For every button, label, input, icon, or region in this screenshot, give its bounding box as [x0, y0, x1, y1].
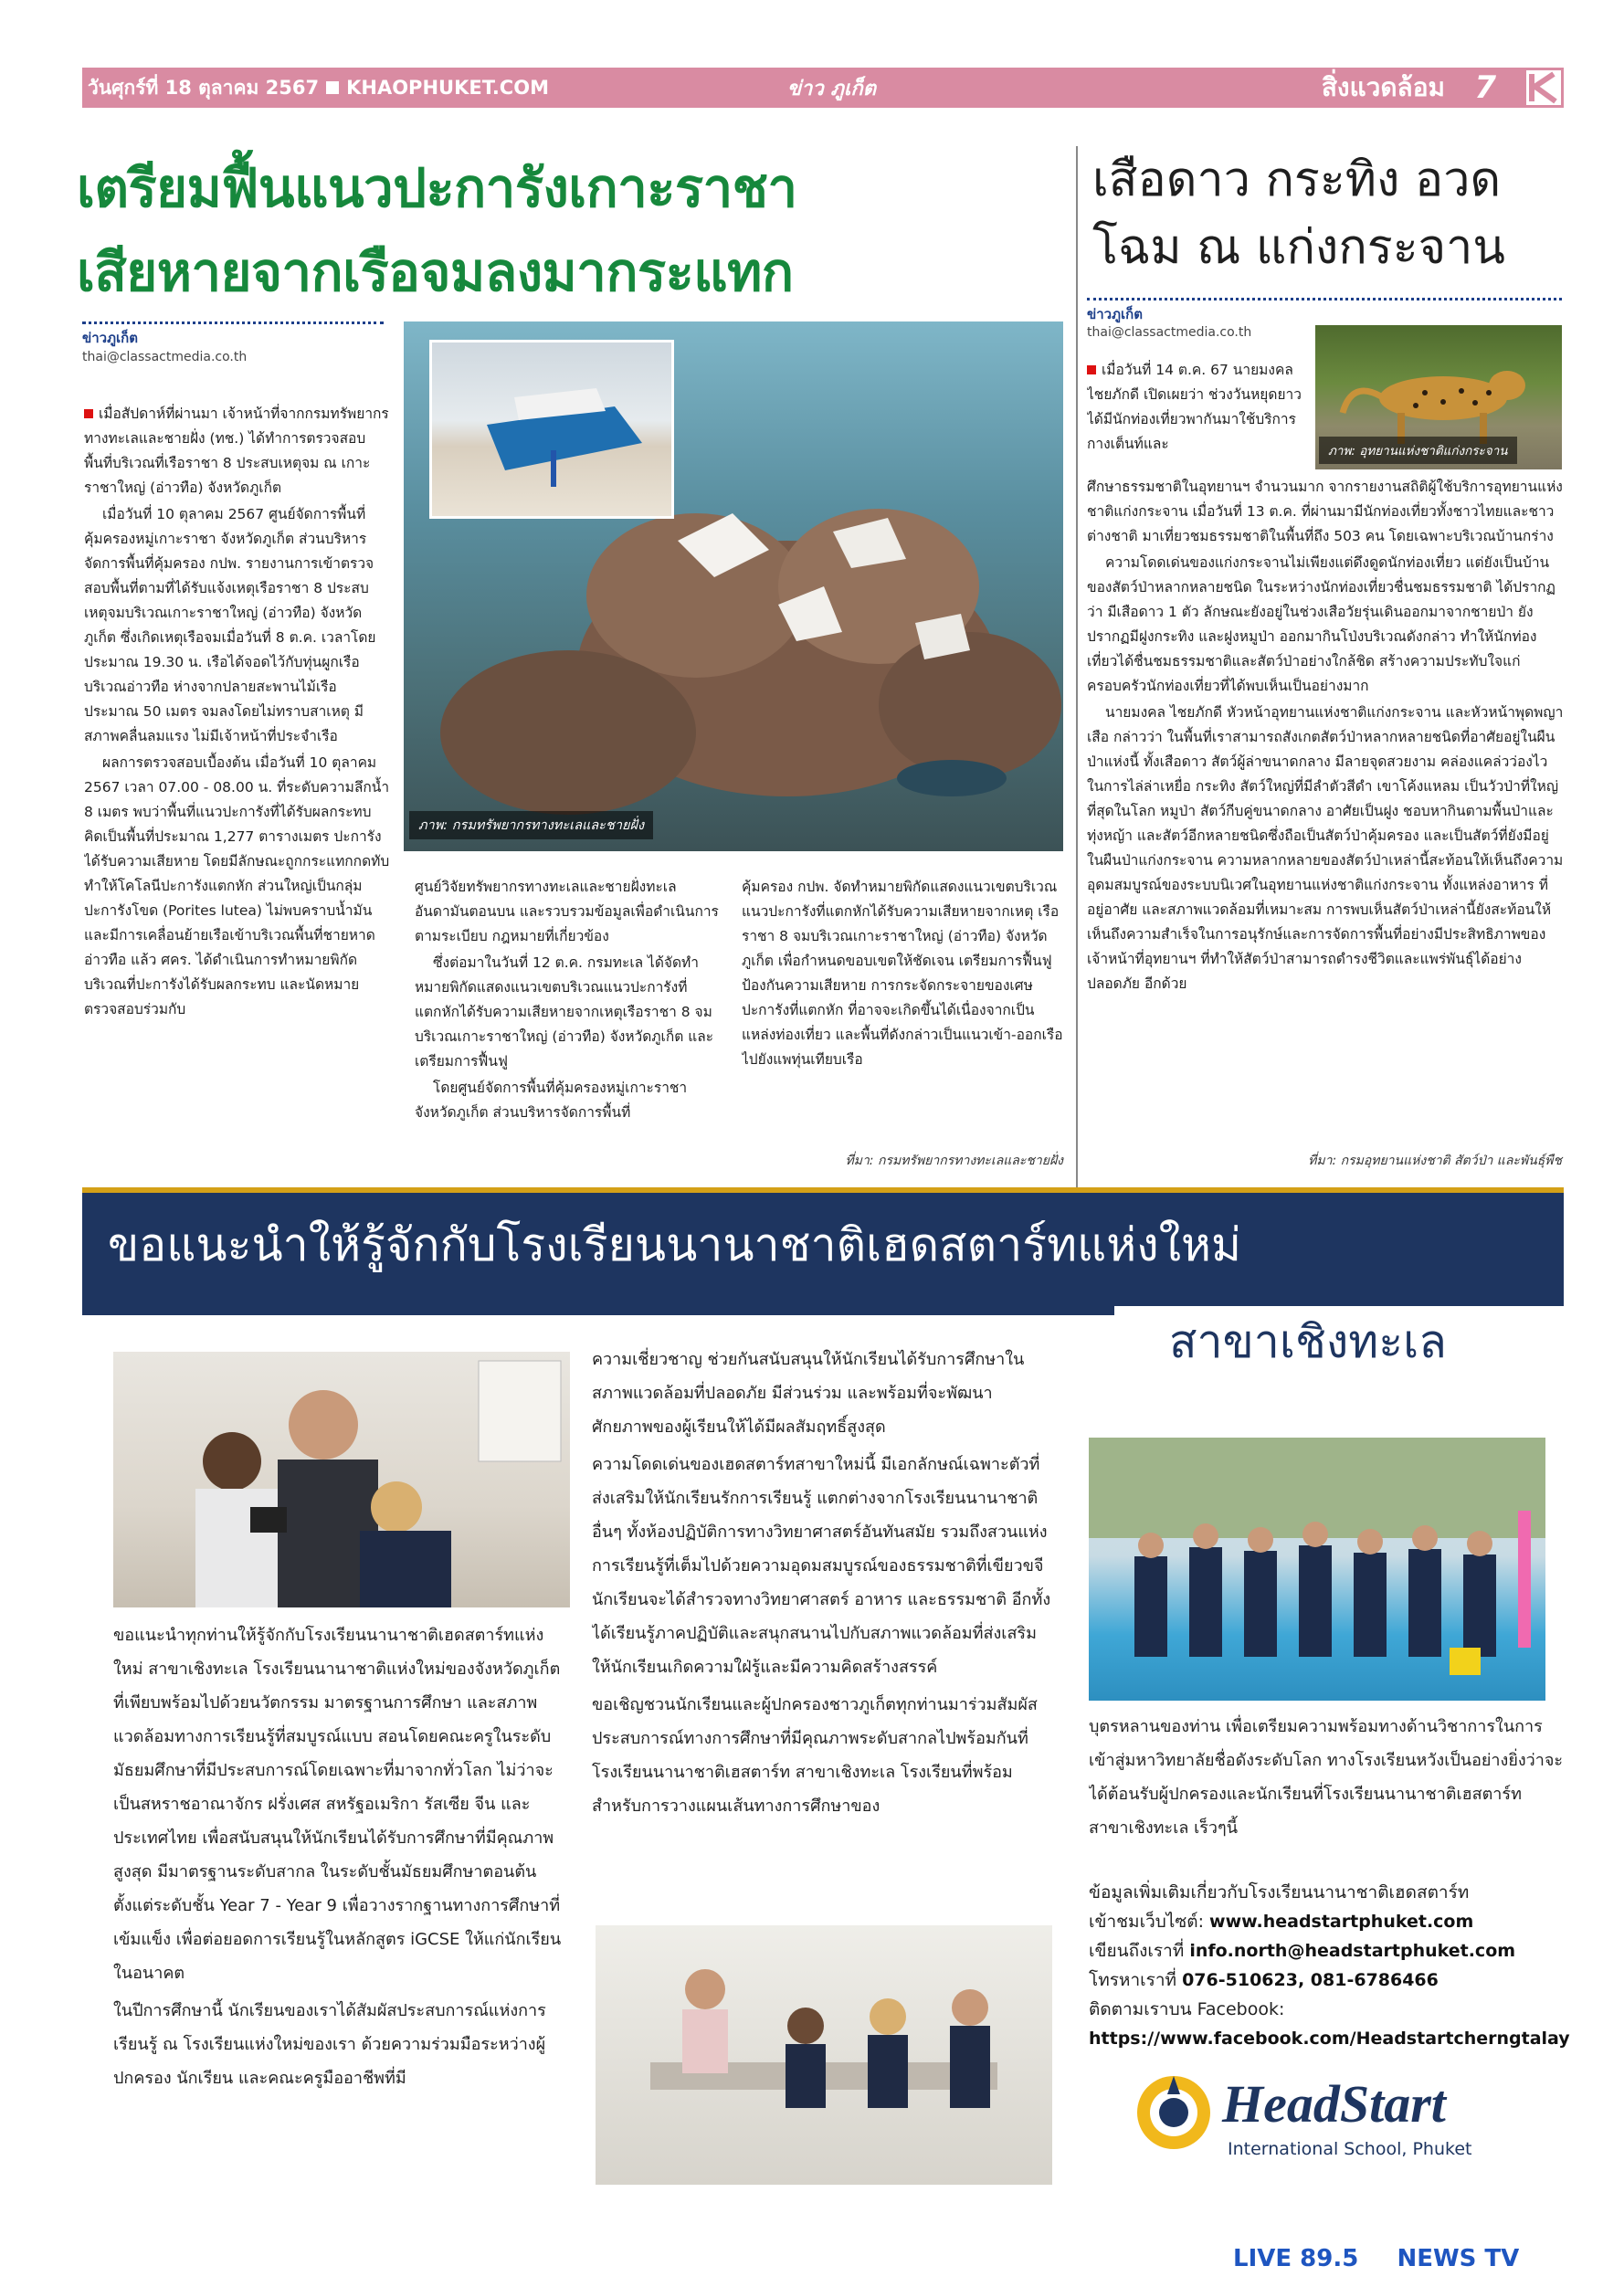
facebook-link[interactable]: https://www.facebook.com/Headstartcherngtalay — [1089, 2029, 1570, 2049]
article1-para: เมื่อสัปดาห์ที่ผ่านมา เจ้าหน้าที่จากกรมทรัพยากรทางทะเลและชายฝั่ง (ทช.) ได้ทำการตรวจสอบพื้นที่บริเวณที่เรือราชา 8 ประสบเหตุจม ณ เกาะราชาใหญ่ (อ่าวทือ) จังหวัดภูเก็ต — [84, 406, 389, 496]
email-link[interactable]: info.north@headstartphuket.com — [1189, 1941, 1516, 1961]
article2-source-credit: ที่มา: กรมอุทยานแห่งชาติ สัตว์ป่า และพันธุ์พืช — [1308, 1154, 1562, 1168]
article2-email[interactable]: thai@classactmedia.co.th — [1087, 325, 1252, 340]
advert-para: ความเชี่ยวชาญ ช่วยกันสนับสนุนให้นักเรียนได้รับการศึกษาในสภาพแวดล้อมที่ปลอดภัย มีส่วนร่วม และพร้อมที่จะพัฒนาศักยภาพของผู้เรียนให้ได้มีผลสัมฤทธิ์สูงสุด — [592, 1350, 1025, 1437]
article1-para: เมื่อวันที่ 10 ตุลาคม 2567 ศูนย์จัดการพื้นที่คุ้มครองหมู่เกาะราชา จังหวัดภูเก็ต ส่วนบริหารจัดการพื้นที่คุ้มครอง กปพ. รายงานการเข้าตรวจสอบพื้นที่ตามที่ได้รับแจ้งเหตุเรือราชา 8 ประสบเหตุจมบริเวณเกาะราชาใหญ่ (อ่าวทือ) จังหวัดภูเก็ต ซึ่งเกิดเหตุเรือจมเมื่อวันที่ 8 ต.ค. เวลาโดยประมาณ 19.30 น. เรือได้จอดไว้กับทุ่นผูกเรือบริเวณอ่าวทือ ห่างจากปลายสะพานไม้เรือประมาณ 50 เมตร จมลงโดยไม่ทราบสาเหตุ มีสภาพคลื่นลมแรง ไม่มีเจ้าหน้าที่ประจำเรือ — [84, 506, 376, 744]
article1-column1 — [84, 402, 391, 1202]
advert-para: ความโดดเด่นของเฮดสตาร์ทสาขาใหม่นี้ มีเอกลักษณ์เฉพาะตัวที่ส่งเสริมให้นักเรียนรักการเรียนรู้ แตกต่างจากโรงเรียนนานาชาติอื่นๆ ทั้งห้องปฏิบัติการทางวิทยาศาสตร์อันทันสมัย รวมถึงสวนแห่งการเรียนรู้ที่เต็มไปด้วยความอุดมสมบูรณ์ของธรรมชาติที่เขียวขจี นักเรียนจะได้สำรวจทางวิทยาศาสตร์ อาหาร และธรรมชาติ อีกทั้งได้เรียนรู้ภาคปฏิบัติและสนุกสนานไปกับสภาพแวดล้อมที่ส่งเสริมให้นักเรียนเกิดความใฝ่รู้และมีความคิดสร้างสรรค์ — [592, 1455, 1051, 1677]
article1-column2 — [415, 875, 729, 1173]
advert-column1 — [113, 1618, 570, 2258]
pool-team-photo — [1089, 1438, 1545, 1701]
article2-body — [1087, 475, 1564, 1149]
live-radio-logo: LIVE 89.5 — [1233, 2245, 1359, 2272]
khao-phuket-logo: ข่าว ภูเก็ต — [787, 77, 877, 100]
bullet-square-icon — [1087, 365, 1096, 374]
page-number: 7 — [1474, 69, 1496, 106]
coral-reef-photo — [404, 321, 1063, 851]
issue-date: วันศุกร์ที่ 18 ตุลาคม 2567 — [88, 76, 320, 99]
contact-intro: ข้อมูลเพิ่มเติมเกี่ยวกับโรงเรียนนานาชาติเฮดสตาร์ท — [1089, 1882, 1470, 1902]
separator-square — [326, 81, 339, 94]
contact-fb-label: ติดตามเราบน Facebook: — [1089, 1999, 1285, 2019]
article1-para: ซึ่งต่อมาในวันที่ 12 ต.ค. กรมทะเล ได้จัดทำหมายพิกัดแสดงแนวเขตบริเวณแนวปะการังที่แตกหักได้รับความเสียหายจากเหตุเรือราชา 8 จมบริเวณเกาะราชาใหญ่ (อ่าวทือ) จังหวัดภูเก็ต และเตรียมการฟื้นฟู — [415, 954, 714, 1070]
article2-para: นายมงคล ไชยภักดี หัวหน้าอุทยานแห่งชาติแก่งกระจาน และหัวหน้าพุดพญาเสือ กล่าวว่า ในพื้นที่เราสามารถสังเกตสัตว์ป่าหลากหลายชนิดที่อาศัยอยู่ในผืนป่าแห่งนี้ ทั้งเสือดาว สัตว์ผู้ล่าขนาดกลาง มีลายจุดสวยงาม คล่องแคล่วว่องไวในการไล่ล่าเหยื่อ กระทิง สัตว์ใหญ่ที่มีลำตัวสีดำ เขาโค้งแหลม เป็นวัวป่าที่ใหญ่ที่สุดในโลก หมูป่า สัตว์กีบคู่ขนาดกลาง อาศัยเป็นฝูง ชอบหากินตามพื้นป่าและทุ่งหญ้า และสัตว์อีกหลายชนิดซึ่งถือเป็นสัตว์ป่าคุ้มครอง และเป็นสัตว์ที่ยังมีอยู่ในผืนป่าแก่งกระจาน ความหลากหลายของสัตว์ป่าเหล่านี้สะท้อนให้เห็นถึงความอุดมสมบูรณ์ของระบบนิเวศในอุทยานแห่งชาติแก่งกระจาน ทั้งแหล่งอาหาร ที่อยู่อาศัย และสภาพแวดล้อมที่เหมาะสม การพบเห็นสัตว์ป่าเหล่านี้ยังสะท้อนให้เห็นถึงความสำเร็จในการอนุรักษ์และการจัดการพื้นที่อย่างมีประสิทธิภาพของเจ้าหน้าที่อุทยานฯ ที่ทำให้สัตว์ป่าสามารถดำรงชีวิตและแพร่พันธุ์ได้อย่างปลอดภัย อีกด้วย — [1087, 704, 1564, 992]
advert-column2 — [592, 1343, 1052, 1918]
advert-para: ในปีการศึกษานี้ นักเรียนของเราได้สัมผัสประสบการณ์แห่งการเรียนรู้ ณ โรงเรียนแห่งใหม่ของเรา ด้วยความร่วมมือระหว่างผู้ปกครอง นักเรียน และคณะครูมืออาชีพที่มี — [113, 2001, 546, 2088]
article2-headline-line1: เสือดาว กระทิง อวด — [1092, 153, 1502, 207]
sunken-boat-inset-photo — [429, 340, 674, 519]
section-name: สิ่งแวดล้อม — [1321, 72, 1445, 102]
science-lab-photo — [596, 1925, 1052, 2185]
banner-title: ขอแนะนำให้รู้จักกับโรงเรียนนานาชาติเฮดสตาร์ทแห่งใหม่ — [108, 1218, 1241, 1271]
article1-headline-line1: เตรียมฟื้นแนวปะการังเกาะราชา — [77, 157, 797, 219]
banner-subtitle: สาขาเชิงทะเล — [1169, 1315, 1447, 1368]
contact-block — [1089, 1878, 1570, 2053]
article1-byline: ข่าวภูเก็ต — [82, 330, 138, 346]
phone-number[interactable]: 076-510623, 081-6786466 — [1182, 1970, 1439, 1990]
advert-para: ขอเชิญชวนนักเรียนและผู้ปกครองชาวภูเก็ตทุกท่านมาร่วมสัมผัสประสบการณ์ทางการศึกษาที่มีคุณภาพระดับสากลไปพร้อมกันที่โรงเรียนนานาชาติเฮสตาร์ท สาขาเชิงทะเล โรงเรียนที่พร้อมสำหรับการวางแผนเส้นทางการศึกษาของ — [592, 1695, 1038, 1816]
article2-para: ความโดดเด่นของแก่งกระจานไม่เพียงแต่ดึงดูดนักท่องเที่ยว แต่ยังเป็นบ้านของสัตว์ป่าหลากหลายชนิด ในระหว่างนักท่องเที่ยวชื่นชมธรรมชาติ ได้ปรากฏว่า มีเสือดาว 1 ตัว ลักษณะยังอยู่ในช่วงเสือวัยรุ่นเดินออกมาจากชายป่า ยังปรากฏมีฝูงกระทิง และฝูงหมูป่า ออกมากินโป่งบริเวณดังกล่าว ทำให้นักท่องเที่ยวได้ชื่นชมธรรมชาติและสัตว์ป่าอย่างใกล้ชิด สร้างความประทับใจแก่ครอบครัวนักท่องเที่ยวที่ได้พบเห็นเป็นอย่างมาก — [1087, 554, 1555, 694]
top-bar — [82, 68, 1564, 108]
headstart-banner — [82, 1187, 1564, 1315]
classroom-photo — [113, 1352, 570, 1607]
contact-phone-row: โทรหาเราที่ 076-510623, 081-6786466 — [1089, 1970, 1439, 1990]
article2-photo-caption: ภาพ: อุทยานแห่งชาติแก่งกระจาน — [1319, 437, 1517, 464]
article1-para: ศูนย์วิจัยทรัพยากรทางทะเลและชายฝั่งทะเลอันดามันตอนบน และรวบรวมข้อมูลเพื่อดำเนินการตามระเบียบ กฎหมายที่เกี่ยวข้อง — [415, 879, 719, 944]
article1-para: โดยศูนย์จัดการพื้นที่คุ้มครองหมู่เกาะราชา จังหวัดภูเก็ต ส่วนบริหารจัดการพื้นที่ — [415, 1080, 688, 1121]
article1-headline — [77, 146, 1072, 314]
corner-logo-icon — [1524, 68, 1564, 108]
byline-divider — [1087, 298, 1562, 300]
article2-para: เมื่อวันที่ 14 ต.ค. 67 นายมงคล ไชยภักดี เปิดเผยว่า ช่วงวันหยุดยาวได้มีนักท่องเที่ยวพากันมาใช้บริการกางเต็นท์และ — [1087, 362, 1302, 452]
contact-mail-row: เขียนถึงเราที่ info.north@headstartphuket.com — [1089, 1941, 1516, 1961]
bullet-square-icon — [84, 409, 93, 418]
article2-intro — [1087, 358, 1306, 471]
article1-para: ผลการตรวจสอบเบื้องต้น เมื่อวันที่ 10 ตุลาคม 2567 เวลา 07.00 - 08.00 น. ที่ระดับความลึกน้ำ 8 เมตร พบว่าพื้นที่แนวปะการังที่ได้รับผลกระทบ คิดเป็นพื้นที่ประมาณ 1,277 ตารางเมตร ปะการังได้รับความเสียหาย โดยมีลักษณะถูกกระแทกกดทับ ทำให้โคโลนีปะการังแตกหัก ส่วนใหญ่เป็นกลุ่มปะการังโขด (Porites lutea) ไม่พบคราบน้ำมัน และมีการเคลื่อนย้ายเรือเข้าบริเวณพื้นที่ชายหาดอ่าวทือ แล้ว ศคร. ได้ดำเนินการทำหมายพิกัดบริเวณที่ปะการังได้รับผลกระทบ และนัดหมายตรวจสอบร่วมกับ — [84, 754, 390, 1017]
footer-logos — [1233, 2245, 1519, 2272]
site-name[interactable]: KHAOPHUKET.COM — [346, 77, 549, 99]
article2-byline: ข่าวภูเก็ต — [1087, 306, 1143, 322]
news-tv-logo: NEWS TV — [1397, 2245, 1520, 2272]
article1-column3 — [742, 875, 1063, 1149]
advert-para: บุตรหลานของท่าน เพื่อเตรียมความพร้อมทางด้านวิชาการในการเข้าสู่มหาวิทยาลัยชื่อดังระดับโลก ทางโรงเรียนหวังเป็นอย่างยิ่งว่าจะได้ต้อนรับผู้ปกครองและนักเรียนที่โรงเรียนนานาชาติเฮสตาร์ท สาขาเชิงทะเล เร็วๆนี้ — [1089, 1717, 1564, 1838]
article1-para: คุ้มครอง กปพ. จัดทำหมายพิกัดแสดงแนวเขตบริเวณแนวปะการังที่แตกหักได้รับความเสียหายจากเหตุ เรือราชา 8 จมบริเวณเกาะราชาใหญ่ (อ่าวทือ) จังหวัดภูเก็ต เพื่อกำหนดขอบเขตให้ชัดเจน เตรียมการฟื้นฟู ป้องกันความเสียหาย การกระจัดกระจายของเศษปะการังที่แตกหัก ที่อาจจะเกิดขึ้นได้เนื่องจากเป็นแหล่งท่องเที่ยว และพื้นที่ดังกล่าวเป็นแนวเข้า-ออกเรือ ไปยังแพทุ่นเทียบเรือ — [742, 879, 1063, 1068]
article1-source-credit: ที่มา: กรมทรัพยากรทางทะเลและชายฝั่ง — [845, 1154, 1063, 1168]
article2-headline — [1092, 146, 1567, 281]
website-link[interactable]: www.headstartphuket.com — [1209, 1912, 1474, 1932]
headstart-emblem-icon — [1133, 2071, 1215, 2154]
advert-para: ขอแนะนำทุกท่านให้รู้จักกับโรงเรียนนานาชาติเฮดสตาร์ทแห่งใหม่ สาขาเชิงทะเล โรงเรียนนานาชาติแห่งใหม่ของจังหวัดภูเก็ตที่เพียบพร้อมไปด้วยนวัตกรรม มาตรฐานการศึกษา และสภาพแวดล้อมทางการเรียนรู้ที่สมบูรณ์แบบ สอนโดยคณะครูในระดับมัธยมศึกษาที่มีประสบการณ์โดยเฉพาะที่มาจากทั่วโลก ไม่ว่าจะเป็นสหราชอาณาจักร ฝรั่งเศส สหรัฐอเมริกา รัสเซีย จีน และประเทศไทย เพื่อสนับสนุนให้นักเรียนได้รับการศึกษาที่มีคุณภาพสูงสุด มีมาตรฐานระดับสากล ในระดับชั้นมัธยมศึกษาตอนต้น ตั้งแต่ระดับชั้น Year 7 - Year 9 เพื่อวางรากฐานทางการศึกษาที่เข้มแข็ง เพื่อต่อยอดการเรียนรู้ในหลักสูตร iGCSE ให้แก่นักเรียนในอนาคต — [113, 1626, 562, 1983]
column-divider — [1076, 146, 1078, 1206]
headstart-logo-text: HeadStart — [1222, 2074, 1446, 2134]
byline-divider — [82, 321, 384, 324]
article2-headline-line2: โฉม ณ แก่งกระจาน — [1092, 220, 1505, 275]
article1-email[interactable]: thai@classactmedia.co.th — [82, 350, 248, 364]
leopard-photo — [1315, 325, 1562, 469]
article1-headline-line2: เสียหายจากเรือจมลงมากระแทก — [77, 241, 794, 303]
contact-web-row: เข้าชมเว็บไซต์: www.headstartphuket.com — [1089, 1912, 1474, 1932]
article2-para: ศึกษาธรรมชาติในอุทยานฯ จำนวนมาก จากรายงานสถิติผู้ใช้บริการอุทยานแห่งชาติแก่งกระจาน เมื่อวันที่ 13 ต.ค. ที่ผ่านมามีนักท่องเที่ยวทั้งชาวไทยและชาวต่างชาติ มาเที่ยวชมธรรมชาติในพื้นที่ถึง 503 คน โดยเฉพาะบริเวณบ้านกร่าง — [1087, 479, 1563, 544]
advert-column3 — [1089, 1710, 1564, 1858]
headstart-logo-subtitle: International School, Phuket — [1228, 2139, 1472, 2159]
article1-photo-caption: ภาพ: กรมทรัพยากรทางทะเลและชายฝั่ง — [409, 811, 653, 839]
